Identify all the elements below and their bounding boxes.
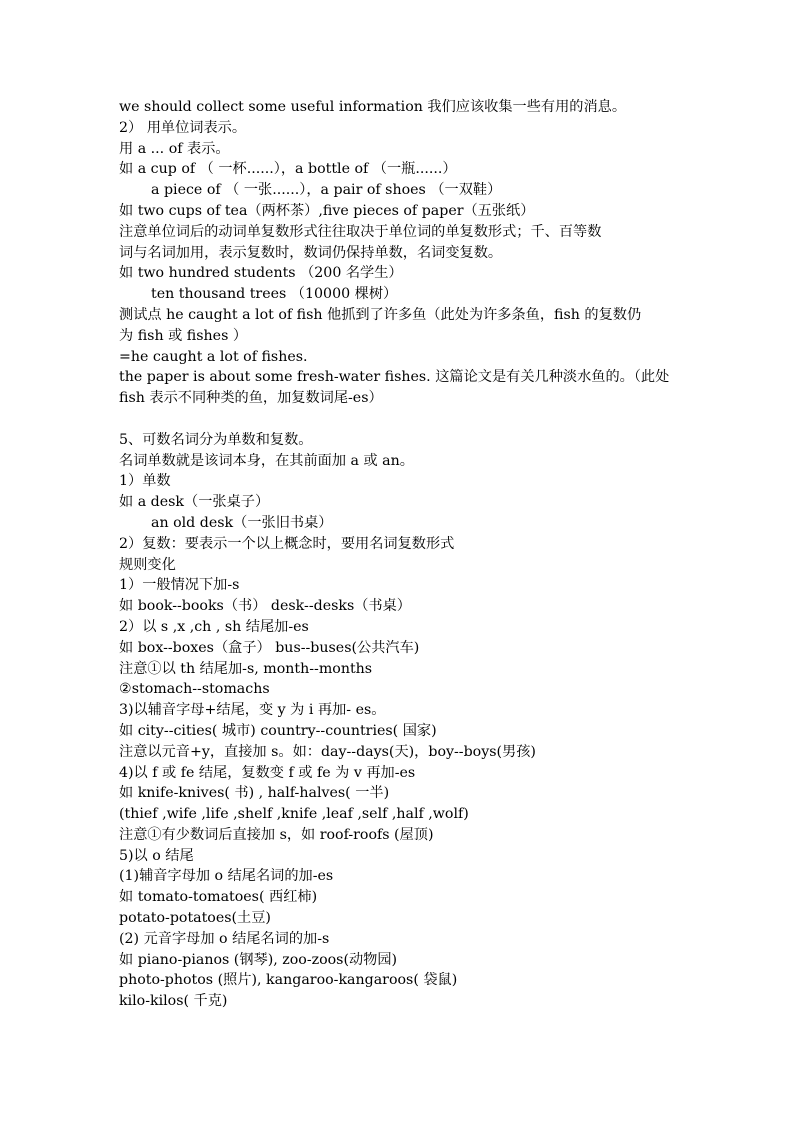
text-line: ten thousand trees （10000 棵树）: [151, 286, 398, 303]
text-line: =he caught a lot of fishes.: [119, 348, 308, 365]
text-line: 3)以辅音字母+结尾，变 y 为 i 再加- es。: [119, 702, 386, 719]
text-line: (1)辅音字母加 o 结尾名词的加-es: [119, 868, 334, 885]
text-line: 1）一般情况下加-s: [119, 577, 240, 594]
text-line: potato-potatoes(土豆): [119, 910, 271, 927]
text-line: (2) 元音字母加 o 结尾名词的加-s: [119, 930, 330, 947]
text-line: 用 a ... of 表示。: [119, 140, 230, 157]
blank-line: [119, 409, 679, 430]
text-line: ②stomach--stomachs: [119, 681, 270, 698]
text-line: 如 book--books（书） desk--desks（书桌）: [119, 598, 411, 615]
text-line: 词与名词加用，表示复数时，数词仍保持单数，名词变复数。: [119, 244, 503, 261]
text-line: an old desk（一张旧书桌）: [151, 514, 333, 531]
text-line: 如 two cups of tea（两杯茶）,five pieces of paper（五张纸）: [119, 202, 535, 219]
text-line: 4)以 f 或 fe 结尾，复数变 f 或 fe 为 v 再加-es: [119, 764, 416, 781]
text-line: kilo-kilos( 千克): [119, 993, 228, 1010]
text-line: 如 city--cities( 城市) country--countries( 国家): [119, 722, 437, 739]
text-line: 注意以元音+y，直接加 s。如：day--days(天)，boy--boys(男孩): [119, 743, 536, 760]
text-line: photo-photos (照片), kangaroo-kangaroos( 袋鼠): [119, 972, 458, 989]
document-body: [119, 97, 679, 1012]
text-line: 为 fish 或 fishes ）: [119, 327, 248, 344]
text-line: 如 knife-knives( 书) , half-halves( 一半): [119, 785, 390, 802]
text-line: 如 box--boxes（盒子） bus--buses(公共汽车): [119, 639, 420, 656]
text-line: 1）单数: [119, 473, 171, 490]
text-line: 规则变化: [119, 556, 176, 573]
text-line: we should collect some useful information 我们应该收集一些有用的消息。: [119, 99, 627, 115]
text-line: 如 a desk（一张桌子）: [119, 494, 270, 511]
text-line: 如 two hundred students （200 名学生）: [119, 265, 403, 282]
text-line: fish 表示不同种类的鱼，加复数词尾-es）: [119, 390, 383, 407]
text-line: 注意①有少数词后直接加 s，如 roof-roofs (屋顶): [119, 826, 434, 843]
text-line: 5、可数名词分为单数和复数。: [119, 431, 313, 448]
text-line: (thief ,wife ,life ,shelf ,knife ,leaf ,self ,half ,wolf): [119, 806, 469, 823]
text-line: 注意①以 th 结尾加-s, month--months: [119, 660, 373, 677]
text-line: 如 piano-pianos (钢琴), zoo-zoos(动物园): [119, 951, 398, 968]
text-line: 测试点 he caught a lot of fish 他抓到了许多鱼（此处为许多条鱼，fish 的复数仍: [119, 306, 642, 323]
text-line: the paper is about some fresh-water fishes. 这篇论文是有关几种淡水鱼的。（此处: [119, 369, 670, 386]
text-line: 名词单数就是该词本身，在其前面加 a 或 an。: [119, 452, 414, 469]
text-line: 5)以 o 结尾: [119, 847, 194, 864]
text-line: 2）以 s ,x ,ch , sh 结尾加-es: [119, 618, 309, 635]
text-line: a piece of （ 一张......），a pair of shoes （一双鞋）: [151, 182, 502, 199]
text-line: 如 a cup of （ 一杯......），a bottle of （一瓶......）: [119, 161, 457, 178]
text-line: 注意单位词后的动词单复数形式往往取决于单位词的单复数形式；千、百等数: [119, 223, 602, 240]
text-line: 如 tomato-tomatoes( 西红柿): [119, 889, 318, 906]
text-line: 2）复数：要表示一个以上概念时，要用名词复数形式: [119, 535, 455, 552]
text-line: 2） 用单位词表示。: [119, 119, 247, 136]
